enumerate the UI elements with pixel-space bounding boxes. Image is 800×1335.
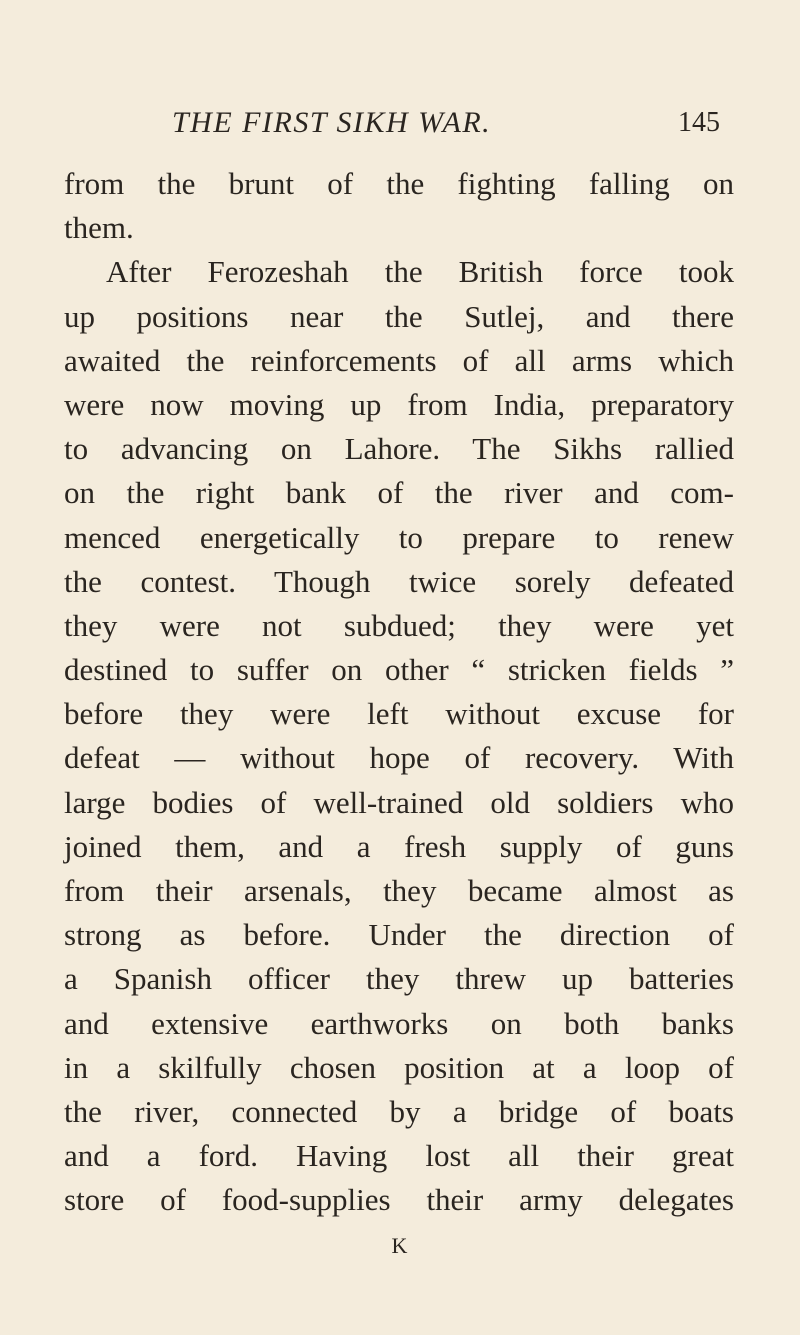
text-line: were now moving up from India, preparatory [64, 386, 734, 422]
text-line: they were not subdued; they were yet [64, 607, 734, 643]
text-line: on the right bank of the river and com- [64, 475, 734, 511]
text-line: store of food-supplies their army delegates [64, 1182, 734, 1218]
text-line: the river, connected by a bridge of boats [64, 1093, 734, 1129]
running-title: THE FIRST SIKH WAR. [172, 106, 492, 139]
text-line: from their arsenals, they became almost as [64, 873, 734, 908]
text-line: them. [64, 210, 134, 246]
page-number: 145 [678, 107, 720, 138]
text-line: to advancing on Lahore. The Sikhs rallied [64, 431, 734, 467]
text-line: a Spanish officer they threw up batteries [64, 961, 734, 997]
text-line: After Ferozeshah the British force took [106, 254, 734, 290]
text-line: defeat — without hope of recovery. With [64, 740, 734, 776]
text-line: joined them, and a fresh supply of guns [64, 828, 734, 864]
text-line: up positions near the Sutlej, and there [64, 298, 734, 334]
text-line: the contest. Though twice sorely defeated [64, 563, 734, 599]
page-header [160, 103, 720, 143]
text-line: before they were left without excuse for [64, 696, 734, 732]
signature-mark: K [391, 1233, 409, 1258]
text-line: in a skilfully chosen position at a loop of [64, 1049, 734, 1085]
text-line: awaited the reinforcements of all arms which [64, 342, 734, 378]
text-line: strong as before. Under the direction of [64, 917, 734, 953]
text-line: destined to suffer on other “ stricken fields ” [64, 652, 734, 688]
body-text [64, 162, 734, 1223]
text-line: menced energetically to prepare to renew [64, 519, 734, 555]
text-line: and a ford. Having lost all their great [64, 1138, 734, 1174]
text-line: large bodies of well-trained old soldiers who [64, 784, 734, 820]
text-line: from the brunt of the fighting falling on [64, 166, 734, 201]
text-line: and extensive earthworks on both banks [64, 1005, 734, 1041]
